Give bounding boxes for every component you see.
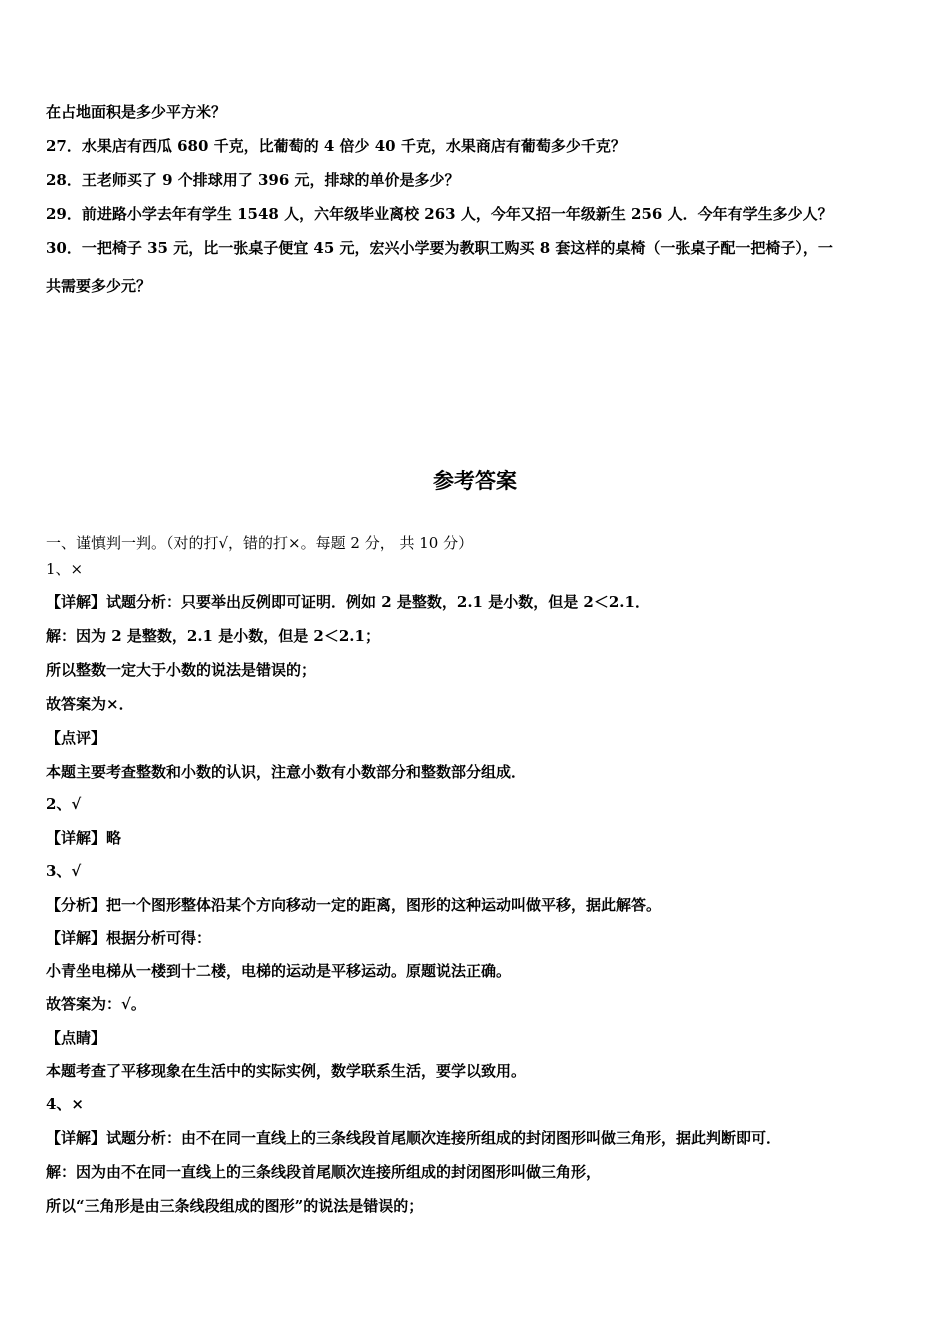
answer-2-label: 2、√ <box>46 795 82 813</box>
answer-1-label: 1、× <box>46 560 84 578</box>
section1-header: 一、谨慎判一判。（对的打√，错的打×。每题 2 分， 共 10 分） <box>46 534 474 552</box>
answer-1-comment: 本题主要考查整数和小数的认识，注意小数有小数部分和整数部分组成． <box>46 763 527 781</box>
question-26-tail: 在占地面积是多少平方米？ <box>46 103 227 121</box>
answer-3-conclusion: 故答案为：√。 <box>46 995 146 1013</box>
answer-4-solve: 解：因为由不在同一直线上的三条线段首尾顺次连接所组成的封闭图形叫做三角形， <box>46 1163 602 1181</box>
answer-4-so: 所以“三角形是由三条线段组成的图形”的说法是错误的； <box>46 1197 424 1215</box>
answer-1-conclusion: 故答案为×． <box>46 695 134 713</box>
answer-3-label: 3、√ <box>46 862 82 880</box>
answer-2-detail: 【详解】略 <box>46 829 122 847</box>
answer-3-comment-tag: 【点睛】 <box>46 1029 107 1047</box>
answer-3-detail: 【详解】根据分析可得： <box>46 929 212 947</box>
answer-3-analysis: 【分析】把一个图形整体沿某个方向移动一定的距离，图形的这种运动叫做平移，据此解答。 <box>46 896 662 914</box>
answer-4-label: 4、× <box>46 1095 85 1113</box>
answer-3-explain: 小青坐电梯从一楼到十二楼，电梯的运动是平移运动。原题说法正确。 <box>46 962 512 980</box>
question-30-line2: 共需要多少元？ <box>46 277 152 295</box>
answer-1-comment-tag: 【点评】 <box>46 729 107 747</box>
question-30-line1: 30．一把椅子 35 元，比一张桌子便宜 45 元，宏兴小学要为教职工购买 8 套这样的桌椅（一张桌子配一把椅子），一 <box>46 239 833 257</box>
answers-title: 参考答案 <box>433 468 517 493</box>
answer-4-detail: 【详解】试题分析：由不在同一直线上的三条线段首尾顺次连接所组成的封闭图形叫做三角形，据此判断即可． <box>46 1129 782 1147</box>
answer-1-detail: 【详解】试题分析：只要举出反例即可证明．例如 2 是整数，2.1 是小数，但是 2＜2.1． <box>46 593 650 611</box>
question-29: 29．前进路小学去年有学生 1548 人，六年级毕业离校 263 人，今年又招一年级新生 256 人．今年有学生多少人？ <box>46 205 833 223</box>
answer-1-solve: 解：因为 2 是整数，2.1 是小数，但是 2＜2.1； <box>46 627 380 645</box>
question-27: 27．水果店有西瓜 680 千克，比葡萄的 4 倍少 40 千克，水果商店有葡萄多少千克？ <box>46 137 626 155</box>
answer-1-so: 所以整数一定大于小数的说法是错误的； <box>46 661 317 679</box>
question-28: 28．王老师买了 9 个排球用了 396 元，排球的单价是多少？ <box>46 171 460 189</box>
answer-3-comment: 本题考查了平移现象在生活中的实际实例，数学联系生活，要学以致用。 <box>46 1062 527 1080</box>
